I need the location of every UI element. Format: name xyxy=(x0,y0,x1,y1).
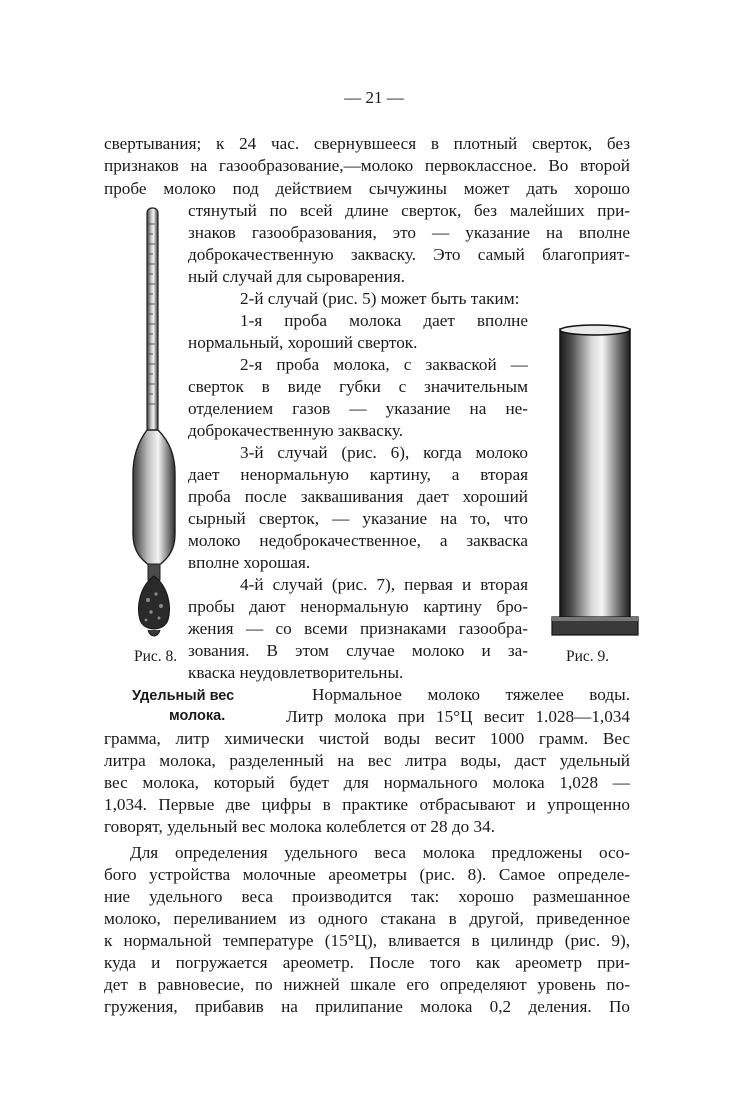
text-line: дет в равновесие, по нижней шкале его определяют уровень по- xyxy=(104,975,630,994)
text-line: сверток в виде губки с значительным xyxy=(188,377,528,396)
figure-8-caption: Рис. 8. xyxy=(134,648,178,665)
hydrometer-illustration xyxy=(126,204,182,640)
text-line: вес молока, который будет для нормального молока 1,028 — xyxy=(104,773,630,792)
text-line: отделением газов — указание на не- xyxy=(188,399,528,418)
text-line: 4-й случай (рис. 7), первая и вторая xyxy=(240,575,528,594)
text-line: Для определения удельного веса молока предложены осо- xyxy=(130,843,630,862)
text-line: стянутый по всей длине сверток, без малейших при- xyxy=(188,201,630,220)
figure-9-caption: Рис. 9. xyxy=(566,648,610,665)
text-line: вполне хорошая. xyxy=(188,553,311,572)
text-line: сырный сверток, — указание на то, что xyxy=(188,509,528,528)
text-line: знаков газообразования, это — указание на вполне xyxy=(188,223,630,242)
text-line: дает ненормальную картину, а вторая xyxy=(188,465,528,484)
side-heading-line-1: Удельный вес xyxy=(132,688,235,704)
text-line: ный случай для сыроварения. xyxy=(188,267,406,286)
text-line: признаков на газообразование,—молоко первоклассное. Во второй xyxy=(104,156,630,175)
text-line: проба после заквашивания дает хороший xyxy=(188,487,528,506)
text-line: свертывания; к 24 час. свернувшееся в плотный сверток, без xyxy=(104,134,630,153)
page-number: — 21 — xyxy=(344,88,404,107)
side-heading-line-2: молока. xyxy=(169,708,226,724)
text-line: говорят, удельный вес молока колеблется от 28 до 34. xyxy=(104,817,495,836)
text-line: к нормальной температуре (15°Ц), вливается в цилиндр (рис. 9), xyxy=(104,931,630,950)
text-line: гружения, прибавив на прилипание молока 0,2 деления. По xyxy=(104,997,630,1016)
text-line: бого устройства молочные ареометры (рис. 8). Самое определе- xyxy=(104,865,630,884)
text-line: молоко недоброкачественное, а закваска xyxy=(188,531,528,550)
text-line: 1,034. Первые две цифры в практике отбрасывают и упрощенно xyxy=(104,795,630,814)
text-line: ние удельного веса производится так: хорошо размешанное xyxy=(104,887,630,906)
text-line: литра молока, разделенный на вес литра воды, даст удельный xyxy=(104,751,630,770)
text-line: грамма, литр химически чистой воды весит 1000 грамм. Вес xyxy=(104,729,630,748)
text-line: 1-я проба молока дает вполне xyxy=(240,311,528,330)
text-line: 2-я проба молока, с закваской — xyxy=(240,355,528,374)
text-line: Литр молока при 15°Ц весит 1.028—1,034 xyxy=(286,707,630,726)
text-line: доброкачественную закваску. Это самый благоприят- xyxy=(188,245,630,264)
text-line: кваска неудовлетворительны. xyxy=(188,663,404,682)
text-line: жения — со всеми признаками газообра- xyxy=(188,619,528,638)
text-line: пробы дают ненормальную картину бро- xyxy=(188,597,528,616)
text-line: куда и погружается ареометр. После того как ареометр при- xyxy=(104,953,630,972)
text-line: Нормальное молоко тяжелее воды. xyxy=(312,685,630,704)
text-line: молоко, переливанием из одного стакана в другой, приведенное xyxy=(104,909,630,928)
cylinder-illustration xyxy=(548,323,644,645)
text-line: нормальный, хороший сверток. xyxy=(188,333,418,352)
text-line: 2-й случай (рис. 5) может быть таким: xyxy=(240,289,520,308)
text-line: 3-й случай (рис. 6), когда молоко xyxy=(240,443,528,462)
text-line: пробе молоко под действием сычужины может дать хорошо xyxy=(104,179,630,198)
text-line: зования. В этом случае молоко и за- xyxy=(188,641,528,660)
text-line: доброкачественную закваску. xyxy=(188,421,404,440)
